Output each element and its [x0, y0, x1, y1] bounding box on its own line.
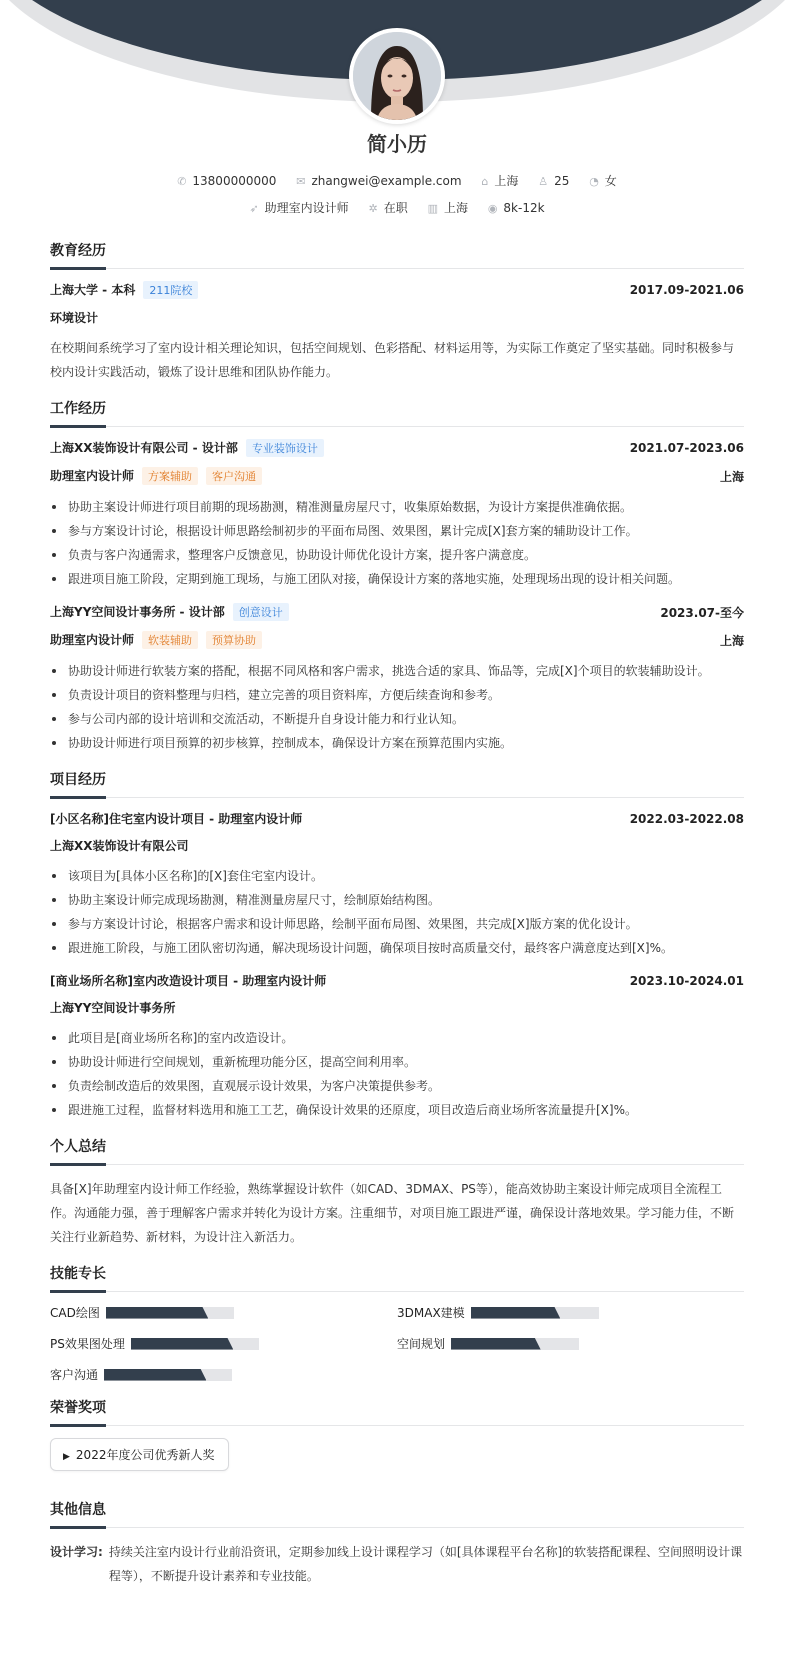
- contact-gender: ◔ 女: [589, 174, 617, 188]
- contact-location: ⌂ 上海: [481, 174, 519, 188]
- award-label: 2022年度公司优秀新人奖: [75, 1448, 215, 1462]
- work-role-line: [50, 467, 744, 485]
- work-skill-tag: 客户沟通: [206, 467, 262, 485]
- work-bullet: 参与方案设计讨论，根据设计师思路绘制初步的平面布局图、效果图，累计完成[X]套方案的辅助设计工作。: [50, 519, 744, 543]
- work-role: 助理室内设计师: [50, 633, 135, 647]
- other-item: [50, 1540, 744, 1588]
- project-bullets: [50, 1026, 744, 1122]
- skill-item: [397, 1304, 744, 1321]
- section-title-awards: 荣誉奖项: [50, 1397, 744, 1426]
- work-location: 上海: [719, 469, 744, 484]
- work-role: 助理室内设计师: [50, 469, 135, 483]
- other-key: 设计学习:: [50, 1545, 103, 1559]
- project-bullets: [50, 864, 744, 960]
- position-icon: ➶: [249, 202, 259, 215]
- avatar: [349, 28, 445, 124]
- work-item: [50, 439, 744, 591]
- candidate-name: 简小历: [367, 132, 427, 156]
- skill-bar: [451, 1338, 579, 1350]
- skill-bar-fill: [471, 1307, 561, 1319]
- section-title-skills: 技能专长: [50, 1263, 744, 1292]
- contact-age: ♙ 25: [538, 174, 570, 188]
- work-bullets: [50, 659, 744, 755]
- work-role-group: [50, 467, 262, 485]
- project-bullet: 跟进施工阶段，与施工团队密切沟通，解决现场设计问题，确保项目按时高质量交付，最终客户满意度达到[X]%。: [50, 936, 744, 960]
- project-date: 2023.10-2024.01: [629, 973, 744, 988]
- status-icon: ✲: [368, 202, 378, 215]
- education-date: 2017.09-2021.06: [629, 283, 744, 297]
- work-bullet: 协助设计师进行项目预算的初步核算，控制成本，确保设计方案在预算范围内实施。: [50, 731, 744, 755]
- city-icon: ▥: [427, 202, 438, 215]
- age-icon: ♙: [538, 175, 549, 188]
- skill-name: CAD绘图: [50, 1306, 100, 1320]
- skill-bar: [471, 1307, 599, 1319]
- section-title-other: 其他信息: [50, 1499, 744, 1528]
- skill-item: [50, 1335, 397, 1352]
- section-title-projects: 项目经历: [50, 769, 744, 798]
- project-bullet: 协助主案设计师完成现场勘测，精准测量房屋尺寸，绘制原始结构图。: [50, 888, 744, 912]
- project-bullet: 参与方案设计讨论，根据客户需求和设计师思路，绘制平面布局图、效果图，共完成[X]版方案的优化设计。: [50, 912, 744, 936]
- avatar-photo: [353, 32, 441, 120]
- work-section: [50, 398, 744, 755]
- skill-name: 客户沟通: [50, 1368, 99, 1382]
- project-bullet: 负责绘制改造后的效果图，直观展示设计效果，为客户决策提供参考。: [50, 1074, 744, 1098]
- portrait-icon: [353, 32, 441, 120]
- education-school: 上海大学 - 本科: [50, 283, 136, 297]
- work-bullet: 负责与客户沟通需求，整理客户反馈意见，协助设计师优化设计方案，提升客户满意度。: [50, 543, 744, 567]
- mail-icon: ✉: [296, 175, 306, 188]
- project-date: 2022.03-2022.08: [629, 811, 744, 826]
- project-company-line: [50, 837, 744, 854]
- other-section: [50, 1499, 744, 1588]
- project-bullet: 跟进施工过程，监督材料选用和施工工艺，确保设计效果的还原度，项目改造后商业场所客流量提升[X]%。: [50, 1098, 744, 1122]
- project-bullet: 协助设计师进行空间规划，重新梳理功能分区，提高空间利用率。: [50, 1050, 744, 1074]
- work-company-line: [50, 439, 324, 457]
- work-bullet: 协助主案设计师进行项目前期的现场勘测，精准测量房屋尺寸，收集原始数据，为设计方案提供准确依据。: [50, 495, 744, 519]
- award-item[interactable]: [50, 1438, 229, 1471]
- work-role-line: [50, 631, 744, 649]
- work-date: 2021.07-2023.06: [629, 441, 744, 455]
- work-header: [50, 439, 744, 457]
- skill-bar-fill: [451, 1338, 541, 1350]
- project-bullet: 该项目为[具体小区名称]的[X]套住宅室内设计。: [50, 864, 744, 888]
- project-bullet: 此项目是[商业场所名称]的室内改造设计。: [50, 1026, 744, 1050]
- skill-bar: [106, 1307, 234, 1319]
- education-section: [50, 240, 744, 384]
- skill-bar-fill: [104, 1369, 206, 1381]
- education-major-line: [50, 309, 744, 326]
- other-value: 持续关注室内设计行业前沿资讯，定期参加线上设计课程学习（如[具体课程平台名称]的软装搭配课程、空间照明设计课程等），不断提升设计素养和专业技能。: [108, 1545, 743, 1583]
- work-bullet: 参与公司内部的设计培训和交流活动，不断提升自身设计能力和行业认知。: [50, 707, 744, 731]
- work-bullet: 负责设计项目的资料整理与归档，建立完善的项目资料库，方便后续查询和参考。: [50, 683, 744, 707]
- project-item: [50, 972, 744, 1122]
- intention-city: ▥ 上海: [427, 201, 468, 215]
- work-company-tag: 专业装饰设计: [246, 439, 324, 457]
- project-company: 上海YY空间设计事务所: [50, 1001, 176, 1015]
- intention-salary: ◉ 8k-12k: [487, 201, 545, 215]
- resume-content: [50, 240, 744, 1602]
- intention-status: ✲ 在职: [368, 201, 408, 215]
- skill-name: 3DMAX建模: [397, 1306, 465, 1320]
- skills-section: [50, 1263, 744, 1383]
- work-company: 上海YY空间设计事务所 - 设计部: [50, 605, 225, 619]
- work-skill-tag: 软装辅助: [142, 631, 198, 649]
- education-header: [50, 281, 744, 299]
- summary-text: 具备[X]年助理室内设计师工作经验，熟练掌握设计软件（如CAD、3DMAX、PS等），能高效协助主案设计师完成项目全流程工作。沟通能力强，善于理解客户需求并转化为设计方案。注重细节，对项目施工跟进严谨，确保设计落地效果。学习能力佳，不断关注行业新趋势、新材料，为设计注入新活力。: [50, 1182, 735, 1244]
- education-tag: 211院校: [143, 281, 198, 299]
- skill-bar-fill: [106, 1307, 208, 1319]
- project-company: 上海XX装饰设计有限公司: [50, 839, 189, 853]
- work-skill-tag: 预算协助: [206, 631, 262, 649]
- project-header: [50, 972, 744, 989]
- work-item: [50, 603, 744, 755]
- education-major: 环境设计: [50, 311, 99, 325]
- triangle-right-icon: ▶: [63, 1452, 70, 1462]
- project-item: [50, 810, 744, 960]
- work-location: 上海: [719, 633, 744, 648]
- work-role-group: [50, 631, 262, 649]
- work-bullets: [50, 495, 744, 591]
- work-bullet: 跟进项目施工阶段，定期到施工现场，与施工团队对接，确保设计方案的落地实施，处理现场出现的设计相关问题。: [50, 567, 744, 591]
- work-bullet: 协助设计师进行软装方案的搭配，根据不同风格和客户需求，挑选合适的家具、饰品等，完成[X]个项目的软装辅助设计。: [50, 659, 744, 683]
- skill-item: [397, 1335, 744, 1352]
- skill-name: 空间规划: [397, 1337, 446, 1351]
- home-icon: ⌂: [481, 175, 489, 188]
- projects-section: [50, 769, 744, 1122]
- contact-email[interactable]: ✉ zhangwei@example.com: [296, 174, 462, 188]
- contact-phone: ✆ 13800000000: [177, 174, 277, 188]
- skill-bar: [104, 1369, 232, 1381]
- project-company-line: [50, 999, 744, 1016]
- work-company: 上海XX装饰设计有限公司 - 设计部: [50, 441, 238, 455]
- work-company-tag: 创意设计: [233, 603, 289, 621]
- work-skill-tag: 方案辅助: [142, 467, 198, 485]
- work-date: 2023.07-至今: [660, 605, 744, 620]
- education-description: 在校期间系统学习了室内设计相关理论知识，包括空间规划、色彩搭配、材料运用等，为实际工作奠定了坚实基础。同时积极参与校内设计实践活动，锻炼了设计思维和团队协作能力。: [50, 341, 735, 379]
- gender-icon: ◔: [589, 175, 599, 188]
- project-title: [商业场所名称]室内改造设计项目 - 助理室内设计师: [50, 974, 327, 988]
- skill-bar: [131, 1338, 259, 1350]
- skill-name: PS效果图处理: [50, 1337, 125, 1351]
- skills-grid: [50, 1304, 744, 1383]
- education-school-line: [50, 281, 198, 299]
- skill-bar-fill: [131, 1338, 233, 1350]
- section-title-work: 工作经历: [50, 398, 744, 427]
- work-header: [50, 603, 744, 621]
- contact-info-row: [0, 172, 794, 189]
- section-title-summary: 个人总结: [50, 1136, 744, 1165]
- section-title-education: 教育经历: [50, 240, 744, 269]
- job-intention-row: [0, 199, 794, 216]
- awards-section: [50, 1397, 744, 1485]
- phone-icon: ✆: [177, 175, 187, 188]
- project-title: [小区名称]住宅室内设计项目 - 助理室内设计师: [50, 812, 303, 826]
- salary-icon: ◉: [487, 202, 498, 215]
- skill-item: [50, 1304, 397, 1321]
- intention-position: ➶ 助理室内设计师: [249, 201, 349, 215]
- skill-item: [50, 1366, 397, 1383]
- project-header: [50, 810, 744, 827]
- work-company-line: [50, 603, 289, 621]
- summary-section: [50, 1136, 744, 1249]
